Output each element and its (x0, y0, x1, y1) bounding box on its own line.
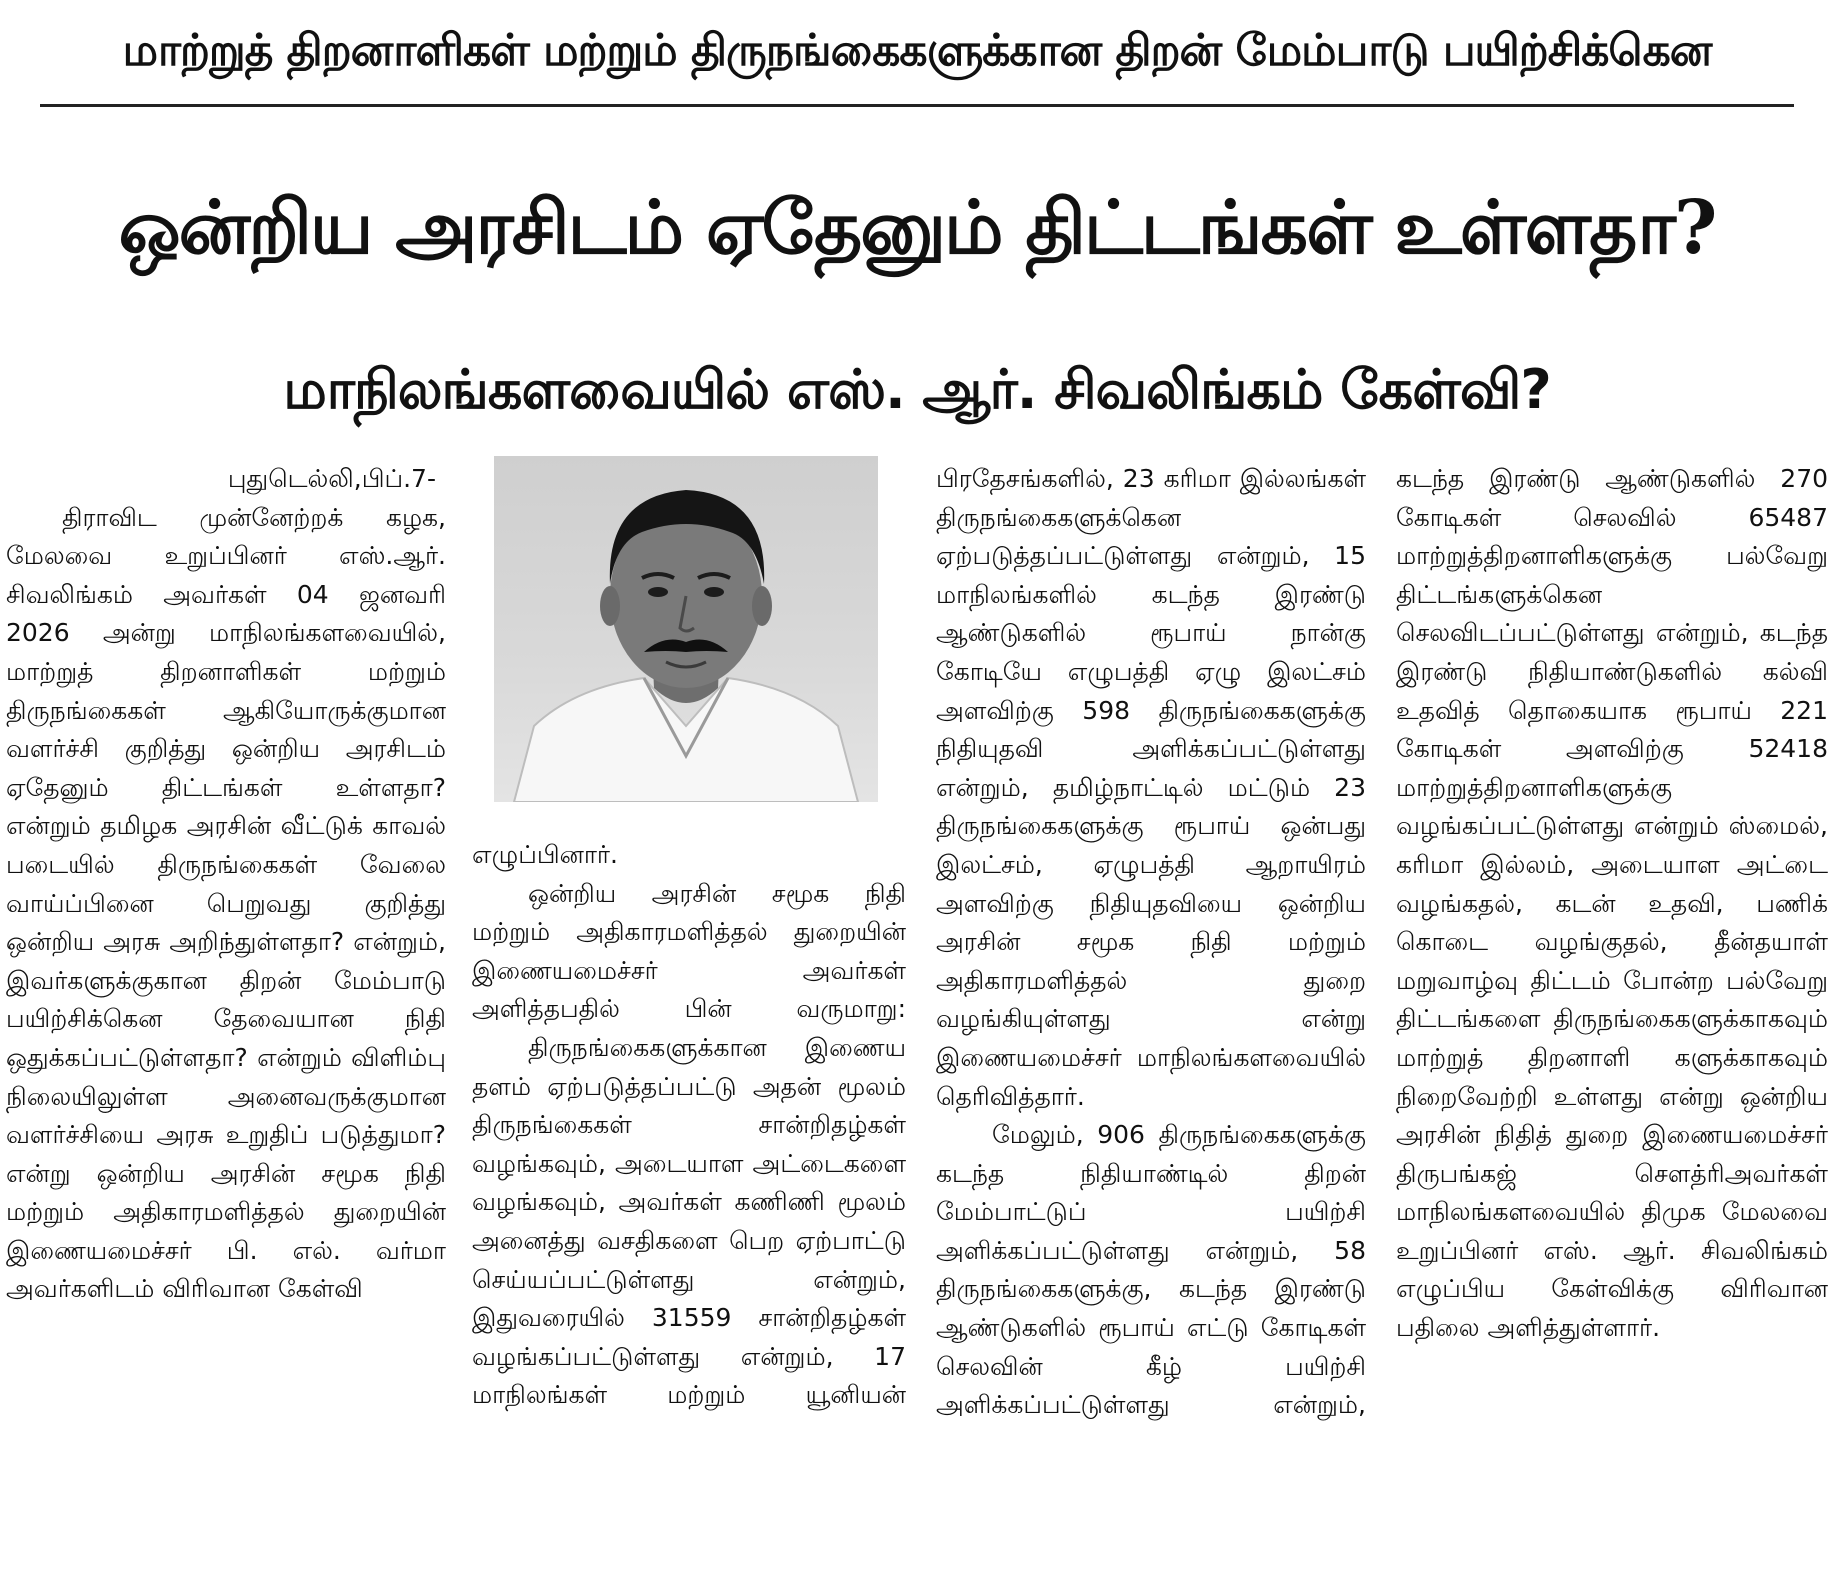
column-3 (936, 460, 1366, 1570)
divider-rule (40, 104, 1794, 107)
column-4 (1396, 460, 1828, 1570)
column-3-continuation: பிரதேசங்களில், 23 கரிமா இல்லங்கள் திருநங்கைகளுக்கென ஏற்படுத்தப்பட்டுள்ளது என்றும், 15 மாநிலங்களில் கடந்த இரண்டு ஆண்டுகளில் ரூபாய் நான்கு கோடியே எழுபத்தி ஏழு இலட்சம் அளவிற்கு 598 திருநங்கைகளுக்கு நிதியுதவி அளிக்கப்பட்டுள்ளது என்றும், தமிழ்நாட்டில் மட்டும் 23 திருநங்கைகளுக்கு ரூபாய் ஒன்பது இலட்சம், ஏழுபத்தி ஆறாயிரம் அளவிற்கு நிதியுதவியை ஒன்றிய அரசின் சமூக நிதி மற்றும் அதிகாரமளித்தல் துறை வழங்கியுள்ளது என்று இணையமைச்சர் மாநிலங்களவையில் தெரிவித்தார். (936, 464, 1366, 1111)
column-2-paragraph-2: திருநங்கைகளுக்கான இணைய தளம் ஏற்படுத்தப்பட்டு அதன் மூலம் திருநங்கைகள் சான்றிதழ்கள் வழங்கவும், அடையாள அட்டைகளை வழங்கவும், அவர்கள் கணிணி மூலம் அனைத்து வசதிகளை பெற ஏற்பாட்டு செய்யப்பட்டுள்ளது என்றும், இதுவரையில் 31559 சான்றிதழ்கள் வழங்கப்பட்டுள்ளது என்றும், 17 மாநிலங்கள் மற்றும் யூனியன் (472, 1032, 906, 1410)
column-2-paragraph-1: ஒன்றிய அரசின் சமூக நிதி மற்றும் அதிகாரமளித்தல் துறையின் இணையமைச்சர் அவர்கள் அளித்தபதில் பின் வருமாறு: (472, 878, 906, 1024)
subheadline: மாநிலங்களவையில் எஸ். ஆர். சிவலிங்கம் கேள்வி? (283, 358, 1551, 421)
column-2 (472, 836, 906, 1570)
column-2-continuation: எழுப்பினார். (472, 840, 618, 869)
dateline: புதுடெல்லி,பிப்.7- (227, 464, 436, 493)
column-1-body: திராவிட முன்னேற்றக் கழக, மேலவை உறுப்பினர் எஸ்.ஆர். சிவலிங்கம் அவர்கள் 04 ஜனவரி 2026 அன்று மாநிலங்களவையில், மாற்றுத் திறனாளிகள் மற்றும் திருநங்கைகள் ஆகியோருக்குமான வளர்ச்சி குறித்து ஒன்றிய அரசிடம் ஏதேனும் திட்டங்கள் உள்ளதா? என்றும் தமிழக அரசின் வீட்டுக் காவல் படையில் திருநங்கைகள் வேலை வாய்ப்பினை பெறுவது குறித்து ஒன்றிய அரசு அறிந்துள்ளதா? என்றும், இவர்களுக்குகான திறன் மேம்பாடு பயிற்சிக்கென தேவையான நிதி ஒதுக்கப்பட்டுள்ளதா? என்றும் விளிம்பு நிலையிலுள்ள அனைவருக்குமான வளர்ச்சியை அரசு உறுதிப் படுத்துமா? என்று ஒன்றிய அரசின் சமூக நிதி மற்றும் அதிகாரமளித்தல் துறையின் இணையமைச்சர் பி. எல். வர்மா அவர்களிடம் விரிவான கேள்வி (6, 502, 446, 1304)
column-1 (6, 460, 446, 1570)
portrait-photo-icon (494, 456, 878, 802)
portrait-photo (494, 456, 878, 802)
kicker-line: மாற்றுத் திறனாளிகள் மற்றும் திருநங்கைகளுக்கான திறன் மேம்பாடு பயிற்சிக்கென (122, 25, 1712, 76)
headline: ஒன்றிய அரசிடம் ஏதேனும் திட்டங்கள் உள்ளதா? (118, 185, 1716, 271)
column-3-paragraph-2: மேலும், 906 திருநங்கைகளுக்கு கடந்த நிதியாண்டில் திறன் மேம்பாட்டுப் பயிற்சி அளிக்கப்பட்டுள்ளது என்றும், 58 திருநங்கைகளுக்கு, கடந்த இரண்டு ஆண்டுகளில் ரூபாய் எட்டு கோடிகள் செலவின் கீழ் பயிற்சி அளிக்கப்பட்டுள்ளது என்றும், (936, 1120, 1366, 1420)
column-4-body: கடந்த இரண்டு ஆண்டுகளில் 270 கோடிகள் செலவில் 65487 மாற்றுத்திறனாளிகளுக்கு பல்வேறு திட்டங்களுக்கென செலவிடப்பட்டுள்ளது என்றும், கடந்த இரண்டு நிதியாண்டுகளில் கல்வி உதவித் தொகையாக ரூபாய் 221 கோடிகள் அளவிற்கு 52418 மாற்றுத்திறனாளிகளுக்கு வழங்கப்பட்டுள்ளது என்றும் ஸ்மைல், கரிமா இல்லம், அடையாள அட்டை வழங்கதல், கடன் உதவி, பணிக் கொடை வழங்குதல், தீன்தயாள் மறுவாழ்வு திட்டம் போன்ற பல்வேறு திட்டங்களை திருநங்கைகளுக்காகவும் மாற்றுத் திறனாளி களுக்காகவும் நிறைவேற்றி உள்ளது என்று ஒன்றிய அரசின் நிதித் துறை இணையமைச்சர் திருபங்கஜ் சௌத்ரிஅவர்கள் மாநிலங்களவையில் திமுக மேலவை உறுப்பினர் எஸ். ஆர். சிவலிங்கம் எழுப்பிய கேள்விக்கு விரிவான பதிலை அளித்துள்ளார். (1396, 464, 1828, 1343)
